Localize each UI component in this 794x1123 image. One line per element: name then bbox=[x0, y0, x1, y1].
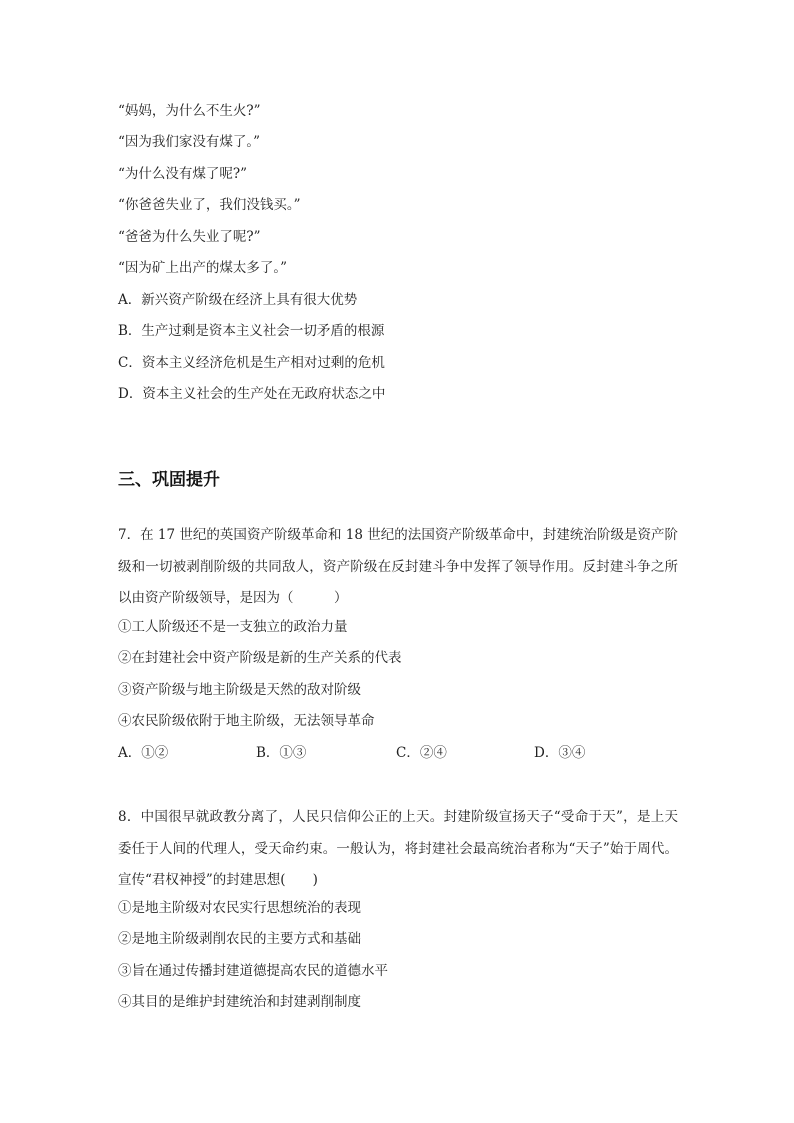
dialogue-line: “妈妈，为什么不生火?” bbox=[118, 103, 261, 119]
dialogue-line: “你爸爸失业了，我们没钱买。” bbox=[118, 197, 301, 213]
q7-options bbox=[118, 743, 678, 763]
q8-item-2: ②是地主阶级剥削农民的主要方式和基础 bbox=[118, 931, 361, 947]
q7-option-d: D．③④ bbox=[534, 745, 586, 761]
section-title: 三、巩固提升 bbox=[118, 470, 220, 490]
q7-option-c: C．②④ bbox=[396, 745, 447, 761]
q8-item-4: ④其目的是维护封建统治和封建剥削制度 bbox=[118, 994, 361, 1010]
q6-option-d: D．资本主义社会的生产处在无政府状态之中 bbox=[118, 386, 386, 402]
q8-stem: 8．中国很早就政教分离了，人民只信仰公正的上天。封建阶级宣扬天子“受命于天”，是上天委任于人间的代理人，受天命约束。一般认为，将封建社会最高统治者称为“天子”始于周代。宣传“君权神授”的封建思想( ) bbox=[118, 809, 678, 888]
dialogue-line: “因为我们家没有煤了。” bbox=[118, 134, 261, 150]
dialogue-line: “为什么没有煤了呢?” bbox=[118, 166, 248, 182]
q7-item-3: ③资产阶级与地主阶级是天然的敌对阶级 bbox=[118, 682, 361, 698]
q7-option-a: A．①② bbox=[118, 745, 169, 761]
q7-item-4: ④农民阶级依附于地主阶级，无法领导革命 bbox=[118, 713, 375, 729]
q7-stem: 7．在 17 世纪的英国资产阶级革命和 18 世纪的法国资产阶级革命中，封建统治阶级是资产阶级和一切被剥削阶级的共同敌人，资产阶级在反封建斗争中发挥了领导作用。反封建斗争之所以由资产阶级领导，是因为（ ） bbox=[118, 527, 678, 606]
q7-item-2: ②在封建社会中资产阶级是新的生产关系的代表 bbox=[118, 650, 402, 666]
q8-item-3: ③旨在通过传播封建道德提高农民的道德水平 bbox=[118, 963, 388, 979]
dialogue-line: “爸爸为什么失业了呢?” bbox=[118, 229, 261, 245]
q7-option-b: B．①③ bbox=[256, 745, 307, 761]
q6-option-c: C．资本主义经济危机是生产相对过剩的危机 bbox=[118, 355, 385, 371]
q7-item-1: ①工人阶级还不是一支独立的政治力量 bbox=[118, 619, 348, 635]
q6-option-b: B．生产过剩是资本主义社会一切矛盾的根源 bbox=[118, 323, 385, 339]
q8-item-1: ①是地主阶级对农民实行思想统治的表现 bbox=[118, 900, 361, 916]
q6-option-a: A．新兴资产阶级在经济上具有很大优势 bbox=[118, 292, 358, 308]
dialogue-line: “因为矿上出产的煤太多了。” bbox=[118, 260, 288, 276]
